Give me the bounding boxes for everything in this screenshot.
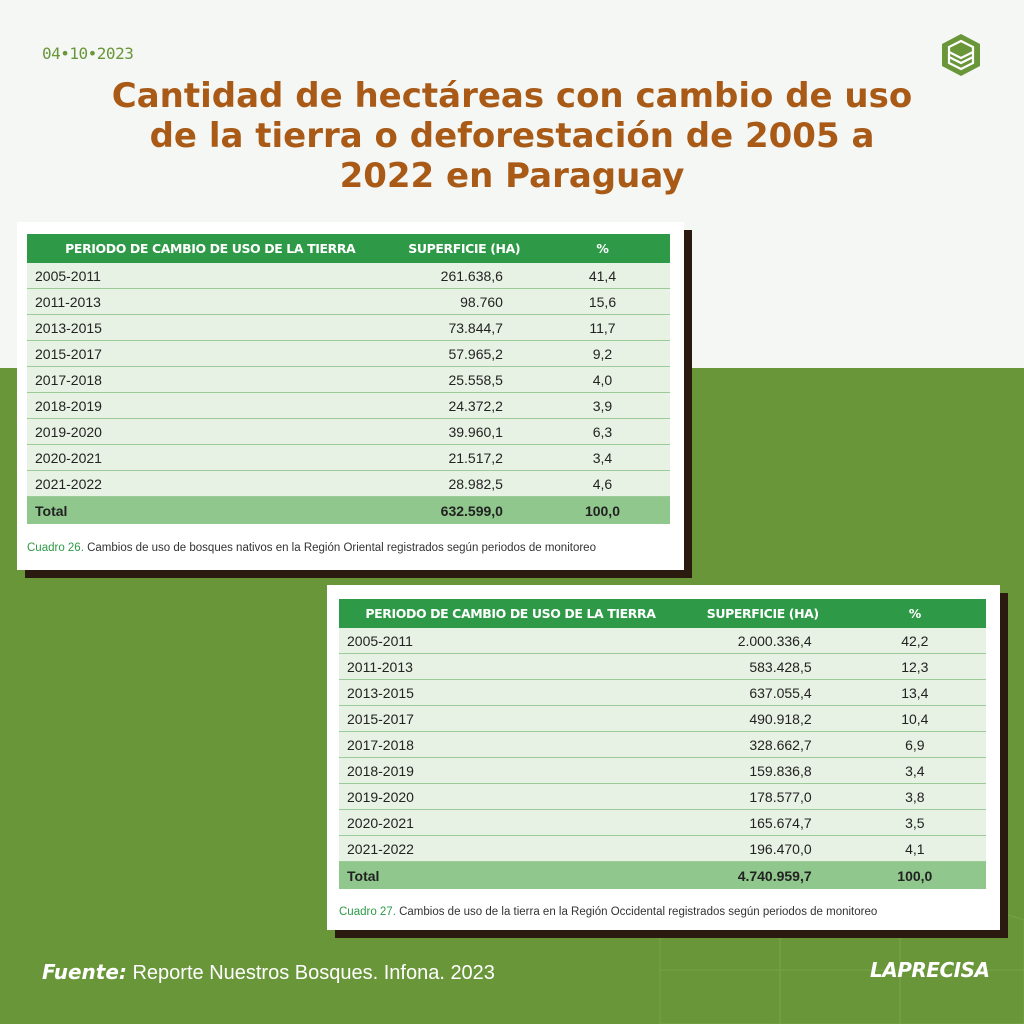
total-area: 4.740.959,7 xyxy=(682,862,844,890)
cell-period: 2011-2013 xyxy=(27,289,394,315)
table-row xyxy=(339,706,986,732)
cell-area: 28.982,5 xyxy=(394,471,535,497)
table-total-row xyxy=(339,862,986,890)
header-area: SUPERFICIE (HA) xyxy=(394,234,535,263)
cell-period: 2021-2022 xyxy=(27,471,394,497)
table-row xyxy=(339,758,986,784)
total-label: Total xyxy=(27,497,394,525)
cell-percent: 4,0 xyxy=(535,367,670,393)
page-title: Cantidad de hectáreas con cambio de uso de la tierra o deforestación de 2005 a 2022 en Paraguay xyxy=(111,76,913,196)
table-card-region-oriental xyxy=(17,222,684,570)
deforestation-table-oriental xyxy=(27,234,670,525)
cell-period: 2015-2017 xyxy=(339,706,682,732)
cell-area: 21.517,2 xyxy=(394,445,535,471)
cell-period: 2013-2015 xyxy=(339,680,682,706)
cell-percent: 3,4 xyxy=(844,758,986,784)
cell-period: 2017-2018 xyxy=(27,367,394,393)
table-row xyxy=(339,810,986,836)
cell-percent: 4,6 xyxy=(535,471,670,497)
cell-area: 2.000.336,4 xyxy=(682,628,844,654)
cell-area: 57.965,2 xyxy=(394,341,535,367)
source-text: Reporte Nuestros Bosques. Infona. 2023 xyxy=(126,962,495,984)
brand-logo: LAPRECISA xyxy=(870,958,990,982)
table-row xyxy=(27,367,670,393)
deforestation-table-occidental xyxy=(339,599,986,890)
cell-period: 2005-2011 xyxy=(27,263,394,289)
cell-area: 25.558,5 xyxy=(394,367,535,393)
header-percent: % xyxy=(844,599,986,628)
source-label: Fuente: xyxy=(42,960,127,984)
source-note xyxy=(42,960,495,985)
cell-area: 583.428,5 xyxy=(682,654,844,680)
cell-period: 2019-2020 xyxy=(339,784,682,810)
cell-area: 637.055,4 xyxy=(682,680,844,706)
cell-area: 39.960,1 xyxy=(394,419,535,445)
table-row xyxy=(339,836,986,862)
header-area: SUPERFICIE (HA) xyxy=(682,599,844,628)
table-row xyxy=(27,471,670,497)
table-row xyxy=(339,784,986,810)
total-area: 632.599,0 xyxy=(394,497,535,525)
cell-area: 73.844,7 xyxy=(394,315,535,341)
cell-period: 2020-2021 xyxy=(339,810,682,836)
cell-area: 159.836,8 xyxy=(682,758,844,784)
hexagon-layers-icon xyxy=(938,32,984,78)
cell-area: 261.638,6 xyxy=(394,263,535,289)
cell-percent: 6,9 xyxy=(844,732,986,758)
caption-label: Cuadro 26. xyxy=(27,542,84,554)
table-row xyxy=(27,445,670,471)
cell-percent: 42,2 xyxy=(844,628,986,654)
table-row xyxy=(27,341,670,367)
total-label: Total xyxy=(339,862,682,890)
cell-percent: 3,8 xyxy=(844,784,986,810)
date-label: 04•10•2023 xyxy=(42,44,134,63)
table-caption xyxy=(339,906,877,918)
table-row xyxy=(339,628,986,654)
total-percent: 100,0 xyxy=(844,862,986,890)
cell-period: 2015-2017 xyxy=(27,341,394,367)
cell-percent: 41,4 xyxy=(535,263,670,289)
cell-percent: 3,9 xyxy=(535,393,670,419)
cell-percent: 6,3 xyxy=(535,419,670,445)
cell-period: 2013-2015 xyxy=(27,315,394,341)
cell-percent: 3,4 xyxy=(535,445,670,471)
cell-percent: 3,5 xyxy=(844,810,986,836)
cell-percent: 10,4 xyxy=(844,706,986,732)
cell-period: 2018-2019 xyxy=(27,393,394,419)
cell-percent: 12,3 xyxy=(844,654,986,680)
cell-period: 2011-2013 xyxy=(339,654,682,680)
table-row xyxy=(27,289,670,315)
cell-percent: 13,4 xyxy=(844,680,986,706)
caption-label: Cuadro 27. xyxy=(339,906,396,918)
caption-text: Cambios de uso de bosques nativos en la Región Oriental registrados según periodos de monitoreo xyxy=(83,542,596,554)
table-card-region-occidental xyxy=(327,585,1000,930)
caption-text: Cambios de uso de la tierra en la Región Occidental registrados según periodos de monitoreo xyxy=(395,906,878,918)
cell-percent: 4,1 xyxy=(844,836,986,862)
table-row xyxy=(27,393,670,419)
table-header-row xyxy=(27,234,670,263)
cell-period: 2020-2021 xyxy=(27,445,394,471)
cell-area: 196.470,0 xyxy=(682,836,844,862)
cell-percent: 11,7 xyxy=(535,315,670,341)
table-row xyxy=(339,732,986,758)
table-row xyxy=(27,315,670,341)
table-caption xyxy=(27,542,596,554)
cell-area: 490.918,2 xyxy=(682,706,844,732)
header-period: PERIODO DE CAMBIO DE USO DE LA TIERRA xyxy=(339,599,682,628)
cell-area: 98.760 xyxy=(394,289,535,315)
cell-area: 328.662,7 xyxy=(682,732,844,758)
cell-percent: 15,6 xyxy=(535,289,670,315)
cell-period: 2019-2020 xyxy=(27,419,394,445)
cell-area: 24.372,2 xyxy=(394,393,535,419)
cell-period: 2005-2011 xyxy=(339,628,682,654)
cell-period: 2018-2019 xyxy=(339,758,682,784)
cell-period: 2021-2022 xyxy=(339,836,682,862)
table-row xyxy=(27,263,670,289)
total-percent: 100,0 xyxy=(535,497,670,525)
cell-area: 165.674,7 xyxy=(682,810,844,836)
table-row xyxy=(27,419,670,445)
cell-percent: 9,2 xyxy=(535,341,670,367)
header-period: PERIODO DE CAMBIO DE USO DE LA TIERRA xyxy=(27,234,394,263)
cell-area: 178.577,0 xyxy=(682,784,844,810)
table-header-row xyxy=(339,599,986,628)
table-row xyxy=(339,654,986,680)
table-total-row xyxy=(27,497,670,525)
header-percent: % xyxy=(535,234,670,263)
cell-period: 2017-2018 xyxy=(339,732,682,758)
table-row xyxy=(339,680,986,706)
